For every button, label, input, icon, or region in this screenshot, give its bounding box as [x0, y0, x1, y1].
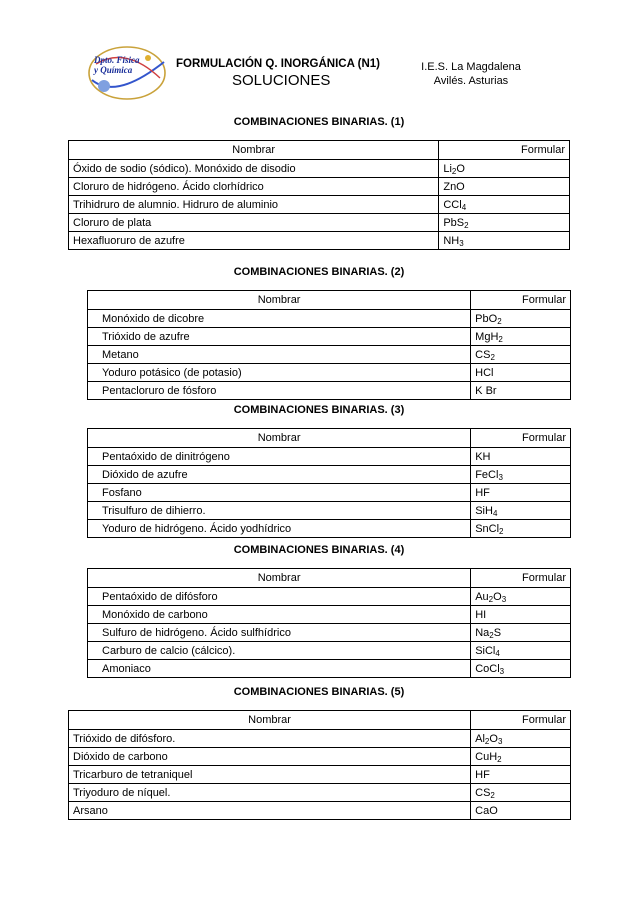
- table-header-row: [88, 291, 571, 310]
- compound-name: Trióxido de azufre: [88, 328, 471, 346]
- school-location: Avilés. Asturias: [433, 75, 509, 87]
- compound-name: Pentacloruro de fósforo: [88, 382, 471, 400]
- compound-name: Yoduro potásico (de potasio): [88, 364, 471, 382]
- exercise-table: [68, 140, 570, 250]
- table-row: [69, 214, 570, 232]
- table-row: [88, 502, 571, 520]
- table-row: [88, 364, 571, 382]
- exercise-table: [87, 428, 571, 538]
- compound-formula: ZnO: [439, 178, 570, 196]
- compound-formula: $Na_2S$: [471, 624, 571, 642]
- table-row: [88, 624, 571, 642]
- department-logo: [86, 42, 168, 104]
- compound-formula: CCl$_4$: [439, 196, 570, 214]
- logo-text-line2: y Química: [94, 65, 133, 75]
- document-title: FORMULACIÓN Q. INORGÁNICA (N1): [176, 58, 381, 70]
- document-subtitle: SOLUCIONES: [232, 72, 331, 89]
- compound-formula: HF: [471, 766, 571, 784]
- table-header-row: [88, 429, 571, 448]
- table-row: [69, 784, 571, 802]
- compound-formula: K Br: [471, 382, 571, 400]
- compound-name: Pentaóxido de difósforo: [88, 588, 471, 606]
- table-header-row: [69, 711, 571, 730]
- compound-formula: PbO$_2$: [471, 310, 571, 328]
- table-row: [88, 466, 571, 484]
- column-header-formula: Formular: [439, 141, 570, 160]
- table-row: [88, 484, 571, 502]
- exercise-table: [87, 290, 571, 400]
- compound-formula: KH: [471, 448, 571, 466]
- compound-formula: CoCl$_3$: [471, 660, 571, 678]
- compound-name: Dióxido de carbono: [69, 748, 471, 766]
- compound-formula: $CS_2$: [471, 784, 571, 802]
- table-row: [88, 448, 571, 466]
- exercise-table: [87, 568, 571, 678]
- table-row: [69, 178, 570, 196]
- column-header-formula: Formular: [471, 569, 571, 588]
- compound-name: Óxido de sodio (sódico). Monóxido de disodio: [69, 160, 439, 178]
- compound-formula: CaO: [471, 802, 571, 820]
- compound-name: Monóxido de carbono: [88, 606, 471, 624]
- compound-formula: HF: [471, 484, 571, 502]
- compound-name: Trióxido de difósforo.: [69, 730, 471, 748]
- section-title: COMBINACIONES BINARIAS. (2): [233, 266, 405, 278]
- compound-formula: SiCl$_4$: [471, 642, 571, 660]
- compound-name: Hexafluoruro de azufre: [69, 232, 439, 250]
- section-title: COMBINACIONES BINARIAS. (1): [233, 116, 405, 128]
- column-header-formula: Formular: [471, 429, 571, 448]
- table-row: [88, 606, 571, 624]
- section-title: COMBINACIONES BINARIAS. (5): [233, 686, 405, 698]
- compound-name: Sulfuro de hidrógeno. Ácido sulfhídrico: [88, 624, 471, 642]
- compound-name: Arsano: [69, 802, 471, 820]
- compound-name: Cloruro de hidrógeno. Ácido clorhídrico: [69, 178, 439, 196]
- exercise-table: [68, 710, 571, 820]
- compound-name: Tricarburo de tetraniquel: [69, 766, 471, 784]
- compound-name: Cloruro de plata: [69, 214, 439, 232]
- compound-name: Monóxido de dicobre: [88, 310, 471, 328]
- compound-name: Trihidruro de alumnio. Hidruro de aluminio: [69, 196, 439, 214]
- compound-formula: PbS$_2$: [439, 214, 570, 232]
- compound-formula: CuH$_2$: [471, 748, 571, 766]
- column-header-name: Nombrar: [69, 711, 471, 730]
- compound-name: Pentaóxido de dinitrógeno: [88, 448, 471, 466]
- compound-formula: SnCl$_2$: [471, 520, 571, 538]
- table-row: [88, 328, 571, 346]
- table-row: [88, 588, 571, 606]
- compound-name: Fosfano: [88, 484, 471, 502]
- compound-name: Yoduro de hidrógeno. Ácido yodhídrico: [88, 520, 471, 538]
- table-row: [88, 382, 571, 400]
- table-row: [69, 748, 571, 766]
- compound-formula: FeCl$_3$: [471, 466, 571, 484]
- compound-formula: MgH$_2$: [471, 328, 571, 346]
- column-header-name: Nombrar: [88, 291, 471, 310]
- compound-name: Trisulfuro de dihierro.: [88, 502, 471, 520]
- compound-formula: $Al_2O_3$: [471, 730, 571, 748]
- table-header-row: [69, 141, 570, 160]
- table-row: [88, 520, 571, 538]
- school-info: [410, 60, 532, 88]
- table-row: [69, 766, 571, 784]
- school-name: I.E.S. La Magdalena: [421, 61, 521, 73]
- logo-graphic: [86, 42, 168, 104]
- compound-formula: SiH$_4$: [471, 502, 571, 520]
- compound-name: Amoniaco: [88, 660, 471, 678]
- column-header-name: Nombrar: [69, 141, 439, 160]
- compound-formula: $Au_2O_3$: [471, 588, 571, 606]
- compound-formula: $NH_3$: [439, 232, 570, 250]
- logo-text-line1: Dpto. Física: [94, 55, 140, 65]
- table-row: [88, 346, 571, 364]
- compound-name: Triyoduro de níquel.: [69, 784, 471, 802]
- table-row: [69, 730, 571, 748]
- compound-name: Dióxido de azufre: [88, 466, 471, 484]
- table-row: [69, 232, 570, 250]
- section-title: COMBINACIONES BINARIAS. (4): [233, 544, 405, 556]
- compound-formula: HI: [471, 606, 571, 624]
- table-row: [88, 642, 571, 660]
- table-row: [69, 196, 570, 214]
- compound-formula: HCl: [471, 364, 571, 382]
- table-row: [69, 802, 571, 820]
- column-header-name: Nombrar: [88, 429, 471, 448]
- compound-name: Metano: [88, 346, 471, 364]
- compound-formula: $CS_2$: [471, 346, 571, 364]
- compound-name: Carburo de calcio (cálcico).: [88, 642, 471, 660]
- column-header-name: Nombrar: [88, 569, 471, 588]
- table-row: [88, 310, 571, 328]
- column-header-formula: Formular: [471, 711, 571, 730]
- column-header-formula: Formular: [471, 291, 571, 310]
- table-row: [88, 660, 571, 678]
- section-title: COMBINACIONES BINARIAS. (3): [233, 404, 405, 416]
- table-header-row: [88, 569, 571, 588]
- table-row: [69, 160, 570, 178]
- compound-formula: $Li_2O$: [439, 160, 570, 178]
